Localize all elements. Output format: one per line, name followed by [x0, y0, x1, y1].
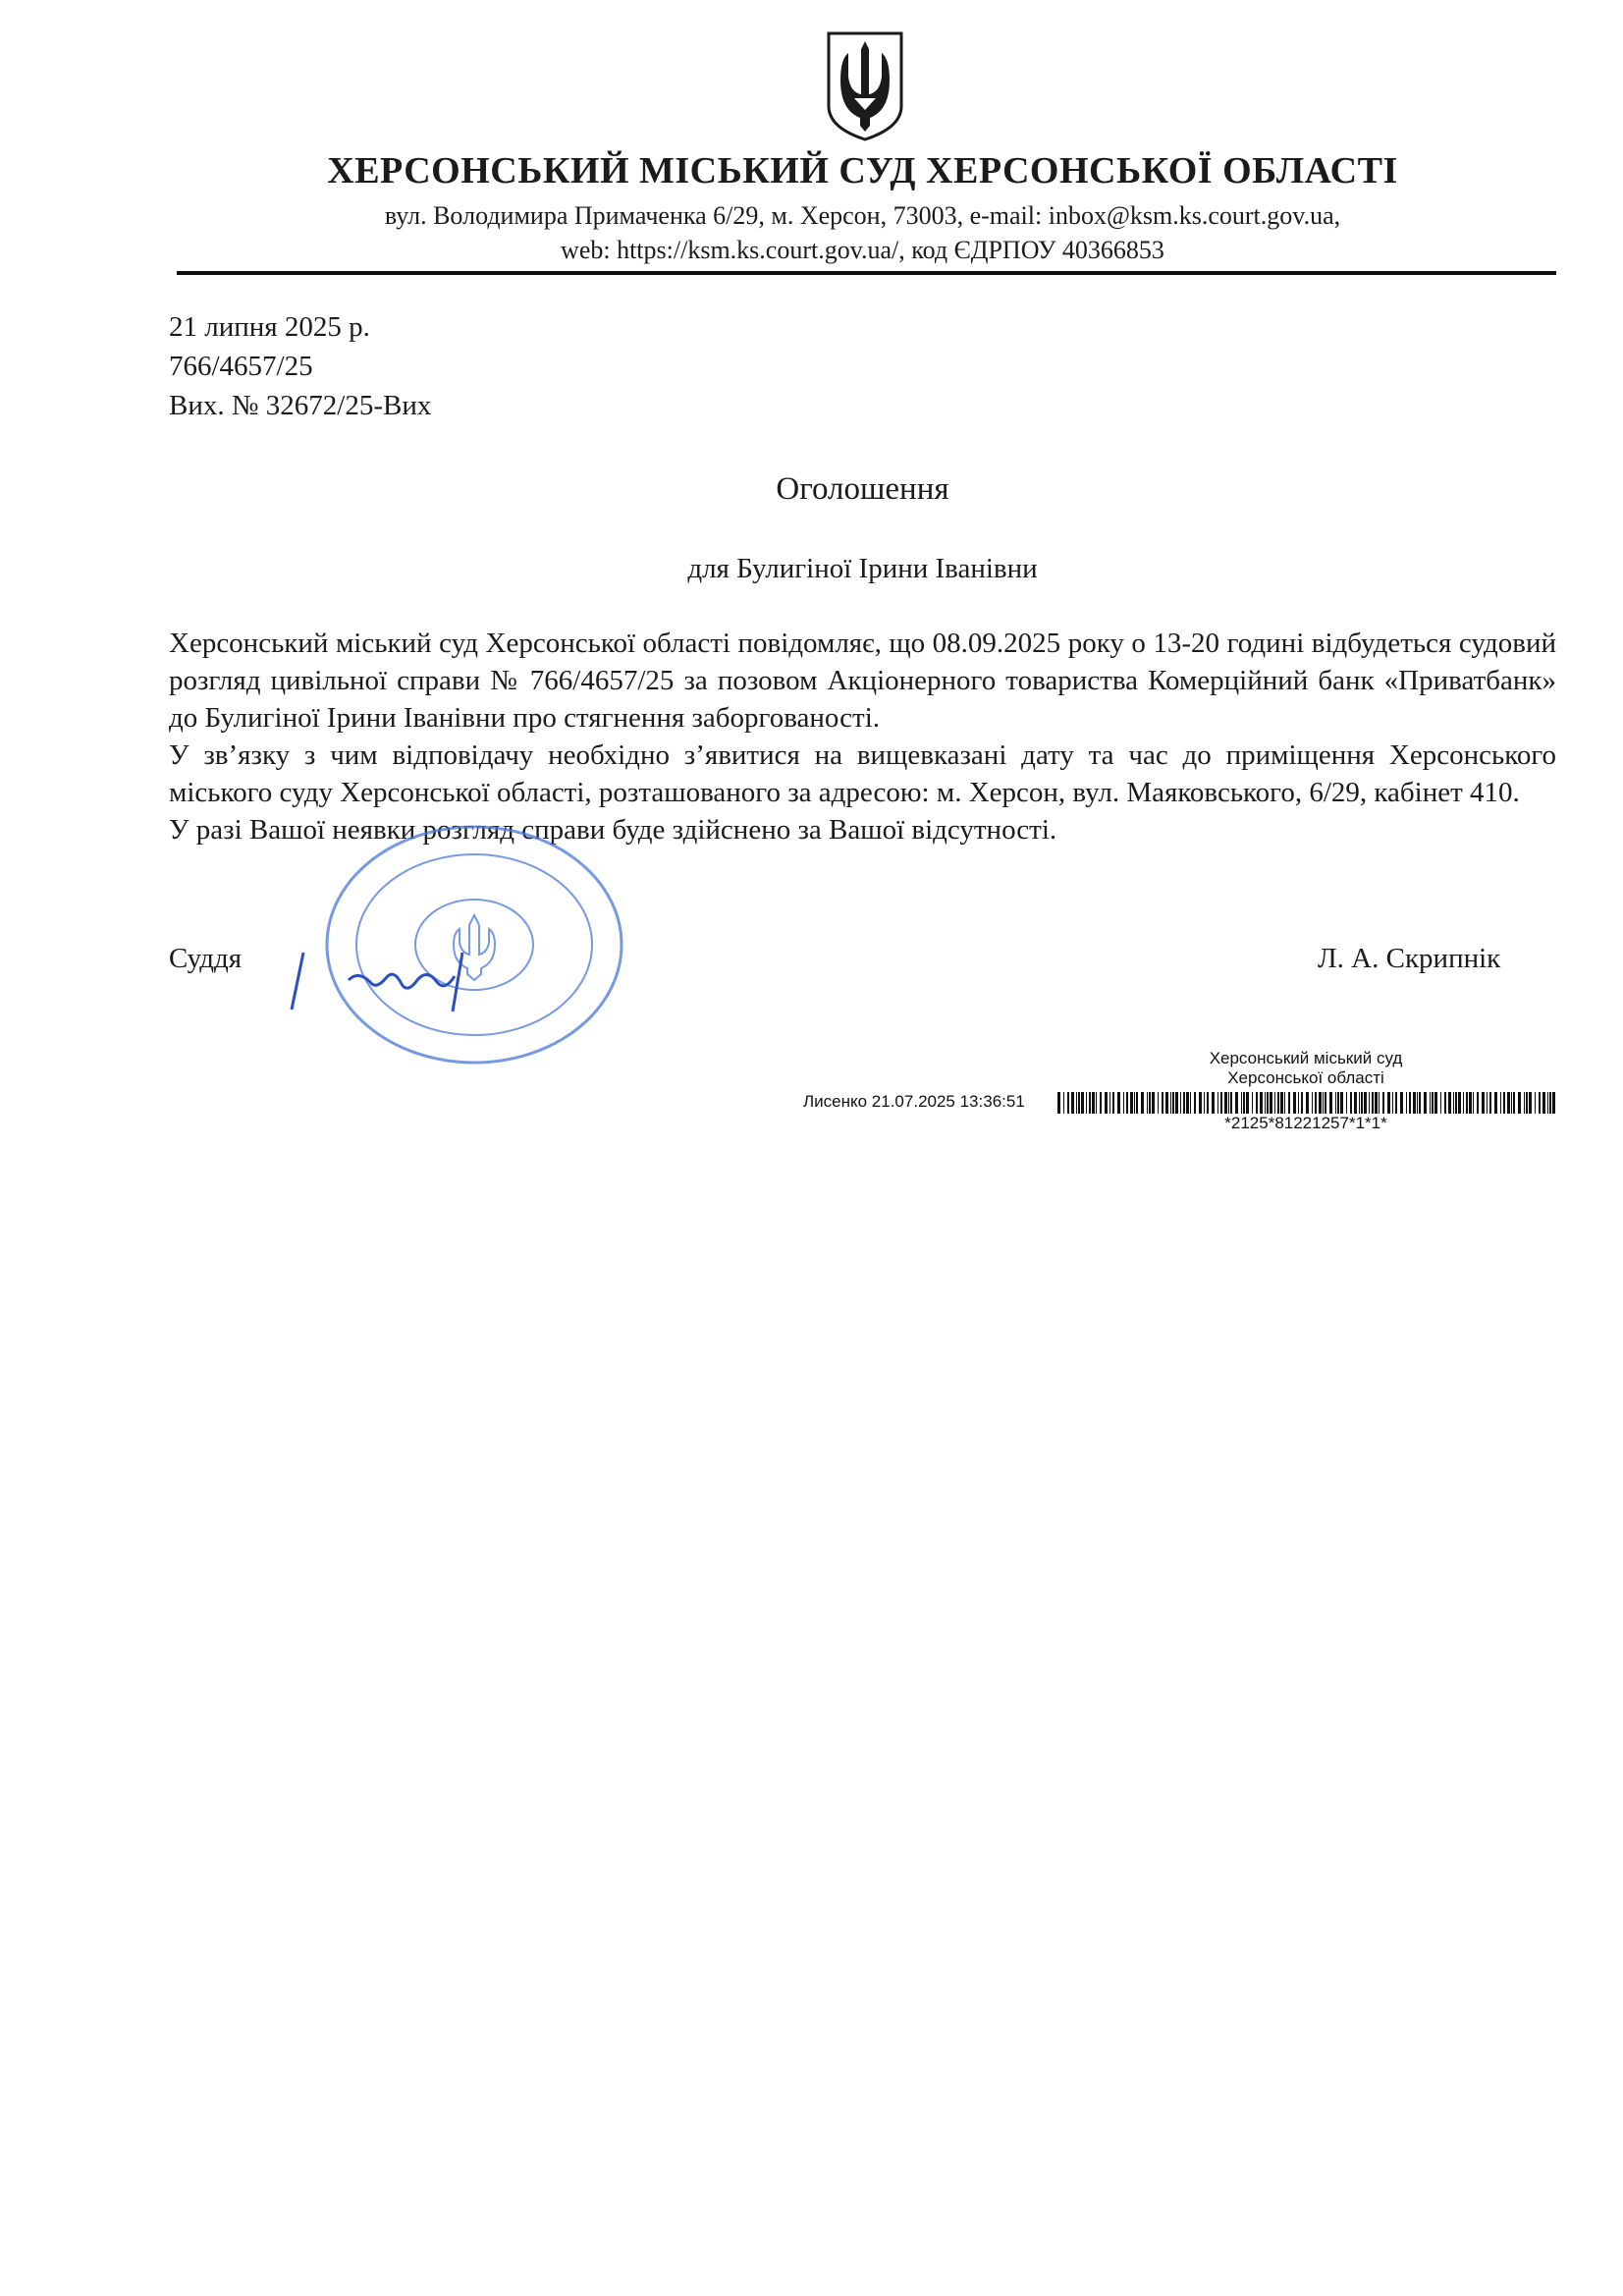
barcode-bar: [1354, 1092, 1357, 1114]
registration-court-line: Херсонської області: [1227, 1068, 1384, 1087]
barcode-bar: [1529, 1092, 1532, 1114]
barcode-bar: [1487, 1092, 1488, 1114]
barcode-bar: [1089, 1092, 1091, 1114]
barcode-bar: [1379, 1092, 1380, 1114]
barcode-bar: [1230, 1092, 1232, 1114]
barcode-bar: [1256, 1092, 1258, 1114]
barcode-bar: [1524, 1092, 1525, 1114]
document-date: 21 липня 2025 р.: [169, 311, 370, 343]
barcode-bar: [1413, 1092, 1416, 1114]
barcode-bar: [1323, 1092, 1324, 1114]
notice-addressee: для Булигіної Ірини Іванівни: [687, 553, 1038, 584]
barcode-bar: [1194, 1092, 1196, 1114]
barcode-bar: [1288, 1092, 1290, 1114]
barcode-bar: [1280, 1092, 1283, 1114]
barcode-bar: [1071, 1092, 1074, 1114]
judge-name: Л. А. Скрипнік: [1318, 943, 1501, 974]
barcode-bar: [1183, 1092, 1185, 1114]
barcode-bar: [1406, 1092, 1407, 1114]
barcode-bar: [1220, 1092, 1222, 1114]
barcode-bar: [1477, 1092, 1479, 1114]
barcode-bar: [1112, 1092, 1114, 1114]
barcode-bar: [1361, 1092, 1363, 1114]
header-divider: [177, 271, 1556, 275]
barcode-bar: [1535, 1092, 1536, 1114]
barcode-bar: [1260, 1092, 1263, 1114]
barcode-bar: [1241, 1092, 1242, 1114]
barcode-bar: [1458, 1092, 1461, 1114]
barcode-bar: [1186, 1092, 1189, 1114]
barcode-bar: [1100, 1092, 1102, 1114]
barcode-bar: [1105, 1092, 1108, 1114]
barcode-bar: [1444, 1092, 1446, 1114]
barcode-code: *2125*81221257*1*1*: [1224, 1114, 1387, 1132]
barcode-bar: [1284, 1092, 1285, 1114]
barcode-bar: [1228, 1092, 1229, 1114]
barcode-bar: [1434, 1092, 1437, 1114]
barcode-bar: [1409, 1092, 1411, 1114]
barcode-bar: [1549, 1092, 1551, 1114]
registration-court: [1159, 1049, 1453, 1088]
court-name: ХЕРСОНСЬКИЙ МІСЬКИЙ СУД ХЕРСОНСЬКОЇ ОБЛАСТІ: [327, 150, 1398, 191]
barcode-bar: [1382, 1092, 1384, 1114]
registration-court-line: Херсонський міський суд: [1209, 1049, 1403, 1067]
barcode-bar: [1507, 1092, 1510, 1114]
barcode-bar: [1301, 1092, 1303, 1114]
barcode-bar: [1473, 1092, 1474, 1114]
barcode-bar: [1134, 1092, 1135, 1114]
barcode-bar: [1325, 1092, 1326, 1114]
barcode-bar: [1152, 1092, 1155, 1114]
barcode-bar: [1430, 1092, 1431, 1114]
barcode-bar: [1162, 1092, 1163, 1114]
barcode-bar: [1489, 1092, 1491, 1114]
barcode-bar: [1265, 1092, 1266, 1114]
barcode-bar: [1136, 1092, 1138, 1114]
notice-paragraph: У разі Вашої неявки розгляд справи буде здійснено за Вашої відсутності.: [169, 814, 1057, 846]
outgoing-number: Вих. № 32672/25-Вих: [169, 390, 432, 421]
barcode-bar: [1067, 1092, 1069, 1114]
case-number: 766/4657/25: [169, 351, 313, 382]
barcode-bar: [1518, 1092, 1521, 1114]
barcode-bar: [1440, 1092, 1441, 1114]
barcode-bar: [1469, 1092, 1472, 1114]
barcode-bar: [1057, 1092, 1060, 1114]
barcode-bar: [1552, 1092, 1555, 1114]
barcode-bar: [1417, 1092, 1418, 1114]
notice-title: Оголошення: [776, 471, 949, 507]
notice-body: [169, 625, 1556, 848]
barcode-bar: [1369, 1092, 1370, 1114]
barcode-bar: [1453, 1092, 1454, 1114]
barcode-bar: [1539, 1092, 1541, 1114]
barcode-bar: [1329, 1092, 1332, 1114]
barcode-bar: [1270, 1092, 1272, 1114]
barcode-bar: [1511, 1092, 1512, 1114]
notice-paragraph: Херсонський міський суд Херсонської області повідомляє, що 08.09.2025 року о 13-20 годині відбудеться судовий розгляд цивільної справи № 766/4657/25 за позовом Акціонерного товариства Комерційний банк «Приватбанк» до Булигіної Ірини Іванівни про стягнення заборгованості.: [169, 628, 1556, 734]
barcode-bar: [1076, 1092, 1077, 1114]
barcode-bar: [1424, 1092, 1427, 1114]
barcode-bar: [1096, 1092, 1097, 1114]
barcode-bar: [1246, 1092, 1249, 1114]
registration-barcode: [1057, 1092, 1556, 1114]
notice-paragraph: У зв’язку з чим відповідачу необхідно з’явитися на вищевказані дату та час до приміщення Херсонського міського суду Херсонської області, розташованого за адресою: м. Херсон, вул. Маяковського, 6/29, кабінет 410.: [169, 739, 1556, 808]
barcode-bar: [1466, 1092, 1468, 1114]
barcode-bar: [1204, 1092, 1205, 1114]
barcode-bar: [1212, 1092, 1215, 1114]
barcode-bar: [1165, 1092, 1168, 1114]
barcode-bar: [1503, 1092, 1505, 1114]
barcode-bar: [1494, 1092, 1497, 1114]
barcode-bar: [1170, 1092, 1171, 1114]
barcode-bar: [1175, 1092, 1178, 1114]
barcode-bar: [1463, 1092, 1464, 1114]
barcode-bar: [1190, 1092, 1191, 1114]
barcode-bar: [1217, 1092, 1218, 1114]
barcode-bar: [1298, 1092, 1299, 1114]
barcode-bar: [1130, 1092, 1133, 1114]
barcode-bar: [1319, 1092, 1322, 1114]
barcode-bar: [1400, 1092, 1403, 1114]
trident-icon: [823, 29, 907, 143]
barcode-bar: [1235, 1092, 1238, 1114]
judge-role: Суддя: [169, 943, 243, 974]
barcode-bar: [1243, 1092, 1245, 1114]
barcode-bar: [1395, 1092, 1397, 1114]
barcode-bar: [1267, 1092, 1269, 1114]
barcode-bar: [1375, 1092, 1378, 1114]
barcode-bar: [1078, 1092, 1080, 1114]
barcode-bar: [1081, 1092, 1084, 1114]
barcode-bar: [1063, 1092, 1064, 1114]
barcode-bar: [1372, 1092, 1374, 1114]
barcode-bar: [1432, 1092, 1434, 1114]
barcode-bar: [1448, 1092, 1451, 1114]
barcode-bar: [1542, 1092, 1545, 1114]
barcode-bar: [1277, 1092, 1279, 1114]
barcode-bar: [1340, 1092, 1343, 1114]
barcode-bar: [1547, 1092, 1548, 1114]
barcode-bar: [1141, 1092, 1144, 1114]
barcode-bar: [1147, 1092, 1148, 1114]
barcode-bar: [1350, 1092, 1352, 1114]
barcode-bar: [1109, 1092, 1110, 1114]
barcode-bar: [1306, 1092, 1309, 1114]
barcode-bar: [1455, 1092, 1457, 1114]
barcode-bar: [1274, 1092, 1275, 1114]
barcode-bar: [1500, 1092, 1501, 1114]
barcode-bar: [1180, 1092, 1181, 1114]
barcode-bar: [1207, 1092, 1209, 1114]
barcode-bar: [1482, 1092, 1485, 1114]
barcode-bar: [1337, 1092, 1339, 1114]
barcode-bar: [1346, 1092, 1347, 1114]
court-website-code: web: https://ksm.ks.court.gov.ua/, код ЄДРПОУ 40366853: [561, 236, 1164, 264]
barcode-bar: [1126, 1092, 1128, 1114]
barcode-bar: [1364, 1092, 1367, 1114]
barcode-bar: [1387, 1092, 1390, 1114]
judge-signature: [280, 931, 496, 1029]
barcode-bar: [1335, 1092, 1336, 1114]
barcode-bar: [1172, 1092, 1174, 1114]
barcode-bar: [1086, 1092, 1087, 1114]
barcode-bar: [1419, 1092, 1421, 1114]
barcode-bar: [1359, 1092, 1360, 1114]
court-address: вул. Володимира Примаченка 6/29, м. Херсон, 73003, e-mail: inbox@ksm.ks.court.gov.ua,: [384, 201, 1341, 230]
barcode-bar: [1252, 1092, 1253, 1114]
barcode-bar: [1312, 1092, 1313, 1114]
barcode-bar: [1149, 1092, 1151, 1114]
barcode-bar: [1224, 1092, 1227, 1114]
registration-timestamp: Лисенко 21.07.2025 13:36:51: [803, 1092, 1025, 1111]
barcode-bar: [1526, 1092, 1528, 1114]
barcode-bar: [1293, 1092, 1296, 1114]
barcode-bar: [1199, 1092, 1202, 1114]
barcode-bar: [1123, 1092, 1124, 1114]
barcode-bar: [1315, 1092, 1317, 1114]
barcode-bar: [1092, 1092, 1095, 1114]
barcode-bar: [1117, 1092, 1120, 1114]
barcode-bar: [1392, 1092, 1393, 1114]
barcode-bar: [1158, 1092, 1159, 1114]
barcode-bar: [1513, 1092, 1515, 1114]
